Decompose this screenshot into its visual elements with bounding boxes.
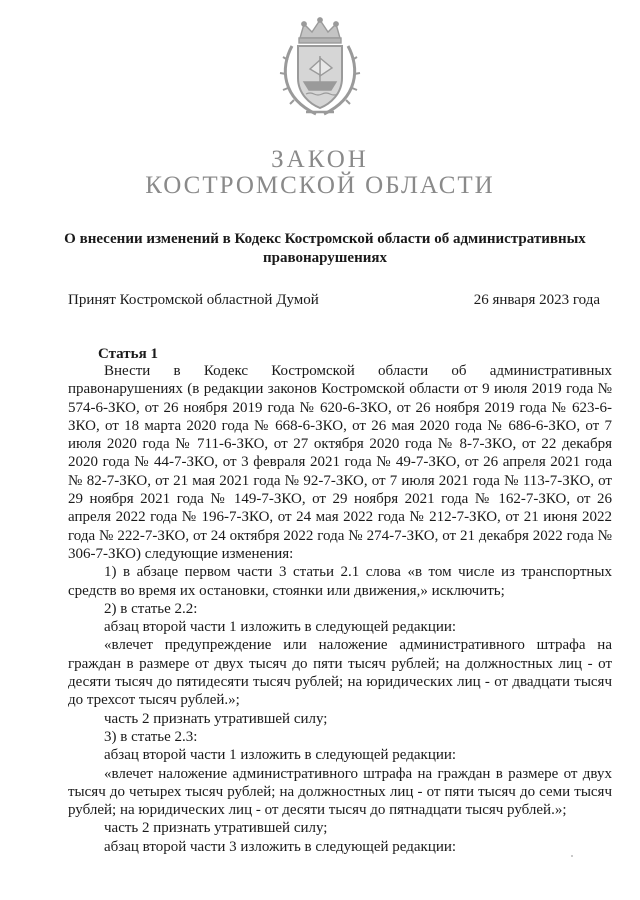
paragraph-item-3b: «влечет наложение административного штрафа на граждан в размере от двух тысяч до четырех тысяч рублей; на должностных лиц - от пяти тысяч до семи тысяч рублей; на юридических лиц - от десяти тысяч до пятнадцати тысяч рублей.»; <box>68 765 612 819</box>
paragraph-item-3c: часть 2 признать утратившей силу; <box>104 820 328 837</box>
paragraph-item-2c: часть 2 признать утратившей силу; <box>104 710 328 727</box>
paragraph-item-3: 3) в статье 2.3: <box>104 728 198 745</box>
paragraph-item-2b: «влечет предупреждение или наложение административного штрафа на граждан в размере от двух тысяч до пяти тысяч рублей; на должностных лиц - от десяти тысяч до пятидесяти тысяч рублей; на юридических лиц - от двадцати тысяч до трехсот тысяч рублей.»; <box>68 637 612 709</box>
adoption-line <box>68 292 600 309</box>
article-body <box>68 362 612 856</box>
paragraph-item-2a: абзац второй части 1 изложить в следующей редакции: <box>104 619 457 636</box>
article-title: Статья 1 <box>98 346 158 362</box>
paragraph-item-2: 2) в статье 2.2: <box>104 600 198 617</box>
scan-dot <box>571 855 573 857</box>
document-title: О внесении изменений в Кодекс Костромской области об административных правонарушениях <box>64 231 586 266</box>
adoption-date: 26 января 2023 года <box>473 292 600 308</box>
paragraph-intro: Внести в Кодекс Костромской области об административных правонарушениях (в редакции законов Костромской области от 9 июля 2019 года № 574-6-ЗКО, от 26 ноября 2019 года № 620-6-ЗКО, от 26 ноября 2019 года № 623-6-ЗКО, от 18 марта 2020 года № 668-6-ЗКО, от 26 мая 2020 года № 686-6-ЗКО, от 7 июля 2020 года № 711-6-ЗКО, от 27 октября 2020 года № 8-7-ЗКО, от 22 декабря 2020 года № 44-7-ЗКО, от 3 февраля 2021 года № 49-7-ЗКО, от 26 апреля 2021 года № 82-7-ЗКО, от 21 мая 2021 года № 92-7-ЗКО, от 7 июля 2021 года № 113-7-ЗКО, от 29 ноября 2021 года № 149-7-ЗКО, от 29 ноября 2021 года № 162-7-ЗКО, от 26 апреля 2022 года № 196-7-ЗКО, от 24 мая 2022 года № 212-7-ЗКО, от 21 июня 2022 года № 222-7-ЗКО, от 24 октября 2022 года № 274-7-ЗКО, от 21 декабря 2022 года № 306-7-ЗКО) следующие изменения: <box>68 363 612 562</box>
paragraph-item-1: 1) в абзаце первом части 3 статьи 2.1 слова «в том числе из транспортных средств во время их остановки, стоянки или движения,» исключить; <box>68 564 612 599</box>
region-heading: КОСТРОМСКОЙ ОБЛАСТИ <box>145 172 495 199</box>
law-heading: ЗАКОН <box>271 146 369 173</box>
coat-of-arms-icon <box>276 16 364 120</box>
adopted-by: Принят Костромской областной Думой <box>68 292 319 308</box>
paragraph-item-3d: абзац второй части 3 изложить в следующей редакции: <box>104 838 457 855</box>
paragraph-item-3a: абзац второй части 1 изложить в следующей редакции: <box>104 747 457 764</box>
